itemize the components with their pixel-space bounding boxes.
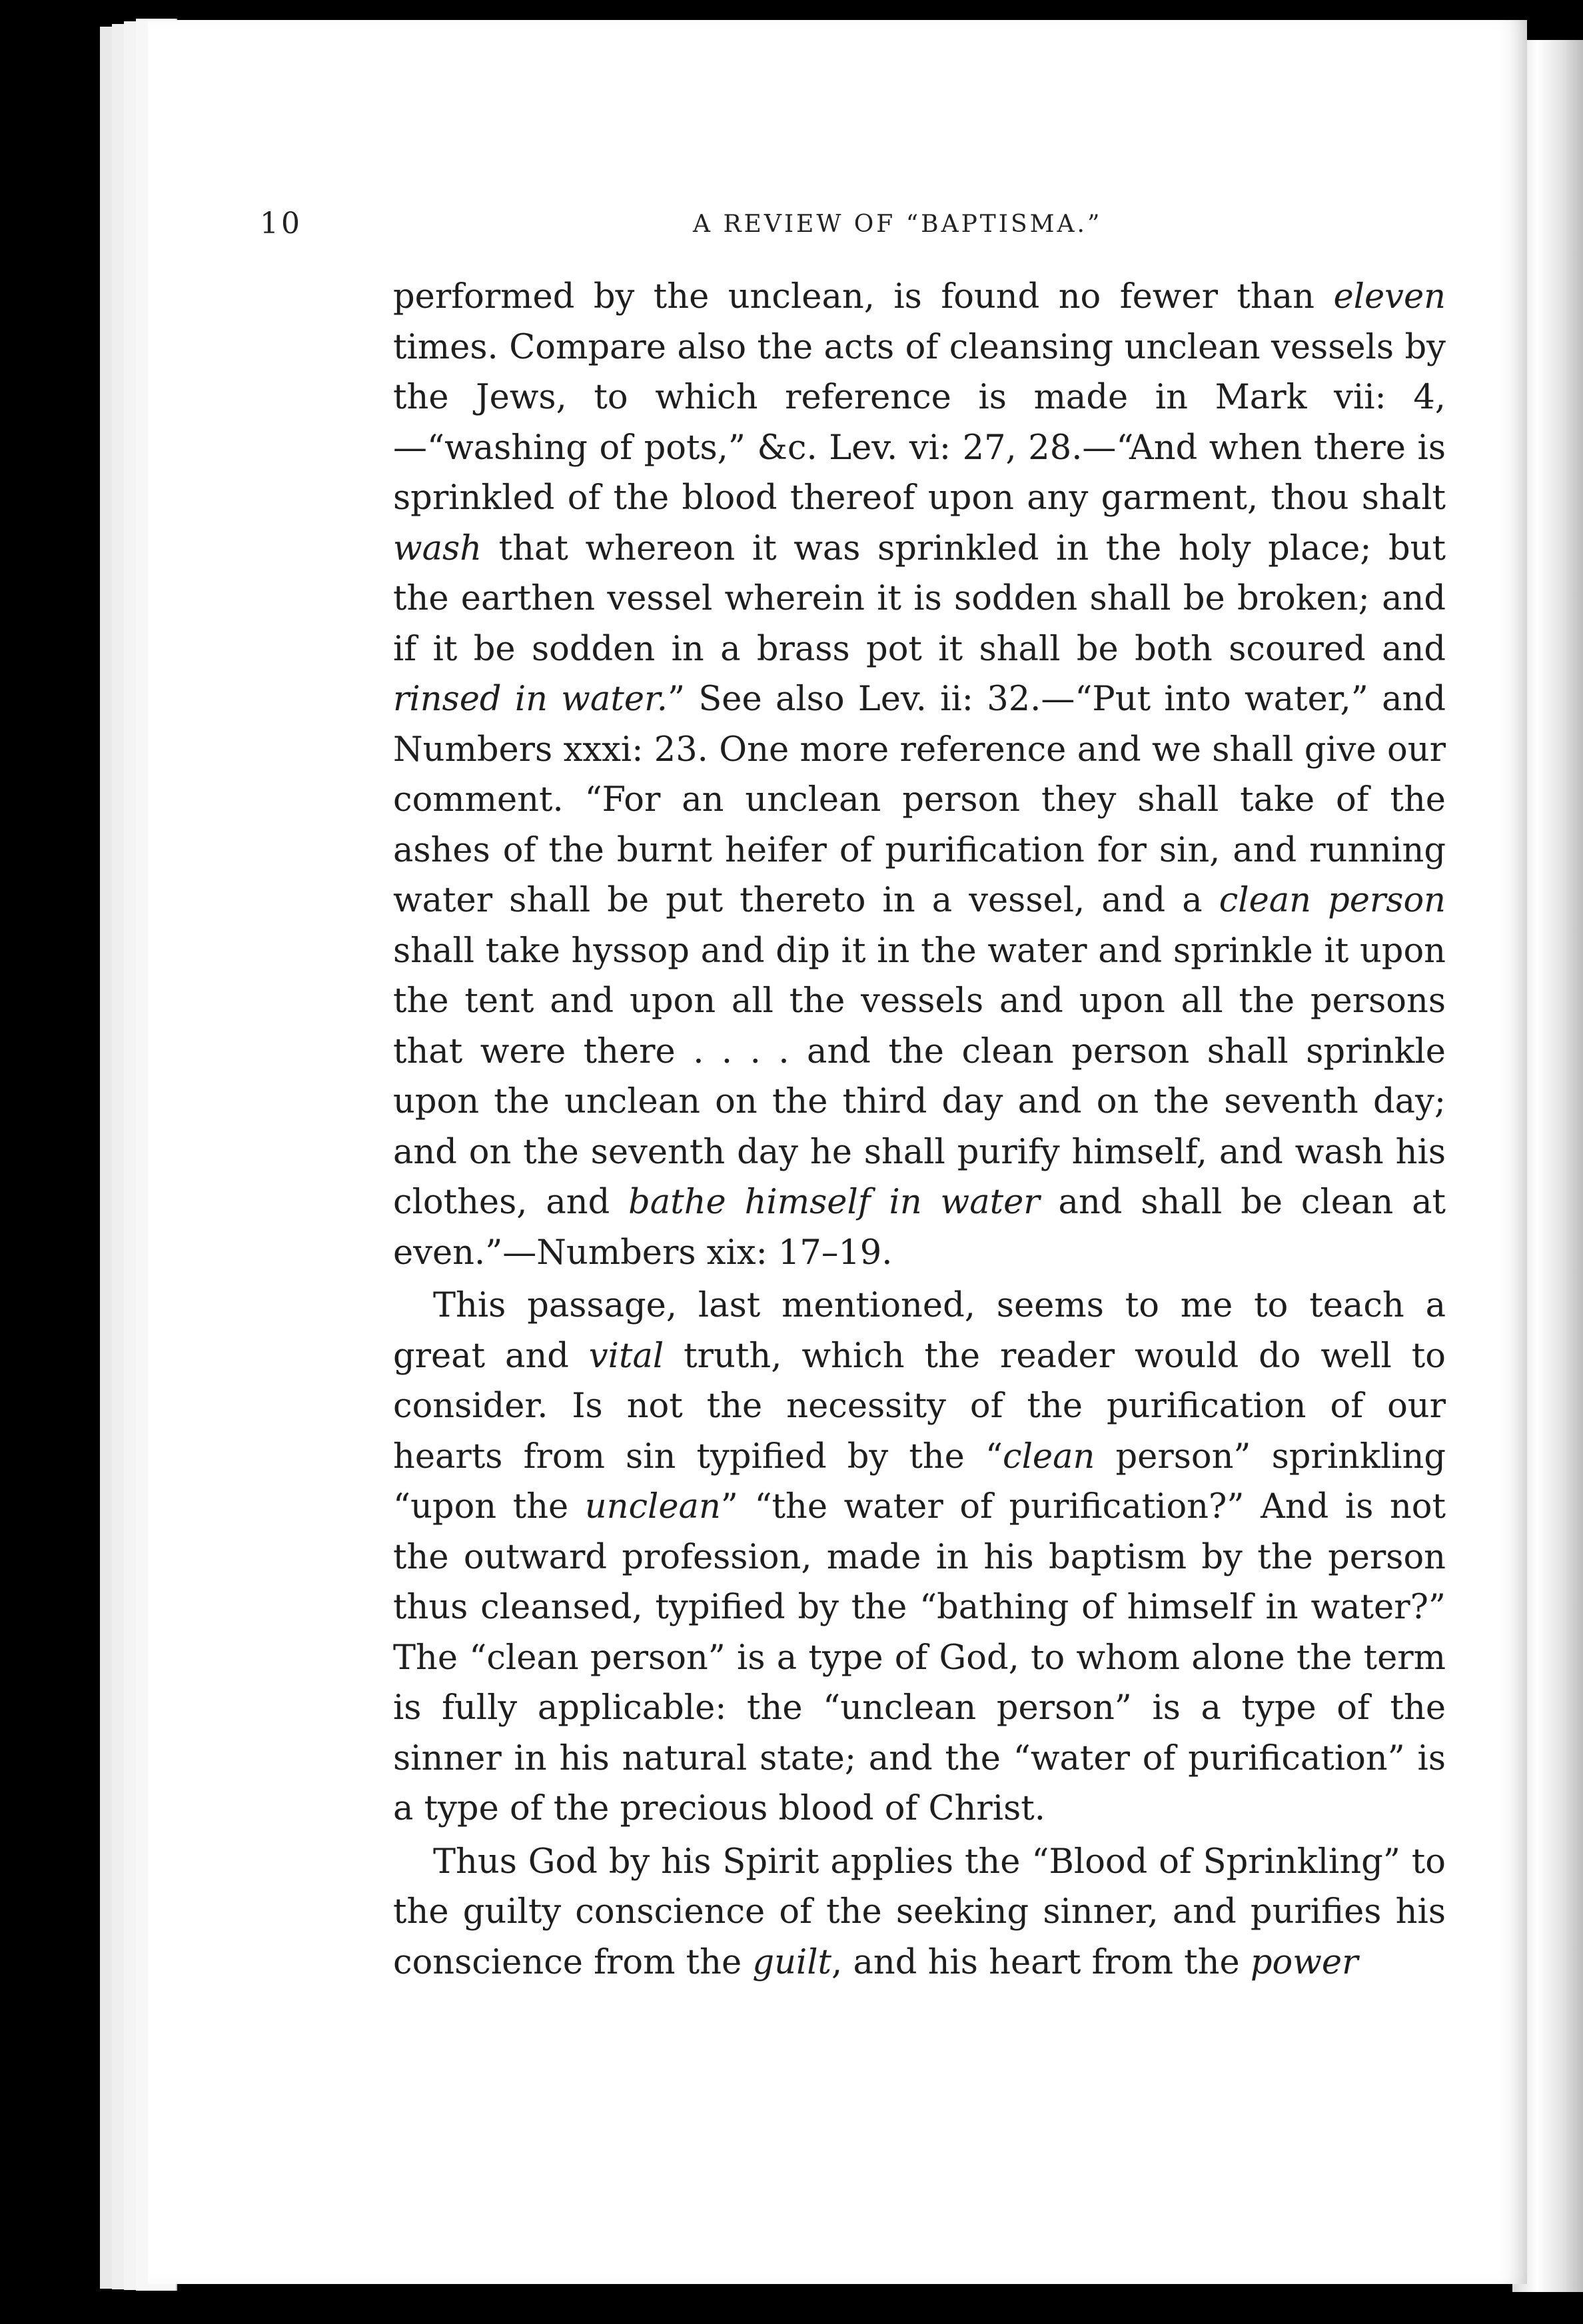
text-run: shall take hyssop and dip it in the water and sprinkle it upon the tent and upon all the vessels and upon all the persons that were there . . . . and the clean person shall sprinkle upon the unclean on the third day and on the seventh day; and on the seventh day he shall purify himself, and wash his clothes, and (393, 931, 1446, 1222)
text-run: times. Compare also the acts of cleansing unclean vessels by the Jews, to which reference is made in Mark vii: 4, —“washing of pots,” &c. Lev. vi: 27, 28.—“And when there is sprinkled of the blood thereof upon any garment, thou shalt (393, 327, 1446, 518)
text-run: truth, which the reader would do well to consider. Is not the necessity of the purification of our hearts from sin typified by the “ (393, 1336, 1446, 1476)
italic-text: rinsed in water. (393, 680, 668, 719)
running-title: A REVIEW OF “BAPTISMA.” (693, 211, 1103, 238)
text-run: ” “the water of purification?” And is not the outward profession, made in his baptism by the person thus cleansed, typified by the “bathing of himself in water?” The “clean person” is a type of God, to whom alone the term is fully applicable: the “unclean person” is a type of the sinner in his natural state; and the “water of purification” is a type of the precious blood of Christ. (393, 1487, 1446, 1828)
italic-text: power (1250, 1942, 1358, 1982)
paragraph (393, 1281, 1446, 1834)
body-text (393, 272, 1446, 1988)
text-run: Thus God by his Spirit applies the “Blood of Sprinkling” to the guilty conscience of the seeking sinner, and purifies his conscience from the (393, 1842, 1446, 1982)
text-run: that whereon it was sprinkled in the holy place; but the earthen vessel wherein it is sodden shall be broken; and if it be sodden in a brass pot it shall be both scoured and (393, 528, 1446, 669)
italic-text: guilt (752, 1942, 832, 1982)
text-run: person” sprinkling “upon the (393, 1437, 1446, 1526)
italic-text: eleven (1333, 277, 1446, 316)
text-run: , and his heart from the (831, 1942, 1251, 1982)
text-run: This passage, last mentioned, seems to me to teach a great and (393, 1286, 1446, 1376)
text-run: ” See also Lev. ii: 32.—“Put into water,” and Numbers xxxi: 23. One more reference and we shall give our comment. “For an unclean person they shall take of the ashes of the burnt heifer of purification for sin, and running water shall be put thereto in a vessel, and a (393, 680, 1446, 920)
text-run: and shall be clean at even.”—Numbers xix: 17–19. (393, 1183, 1446, 1273)
paragraph (393, 1837, 1446, 1988)
page-number: 10 (260, 207, 302, 241)
italic-text: clean (1003, 1437, 1095, 1476)
italic-text: unclean (584, 1487, 721, 1526)
italic-text: bathe himself in water (628, 1183, 1040, 1222)
paragraph (393, 272, 1446, 1278)
italic-text: vital (588, 1336, 664, 1376)
italic-text: wash (393, 528, 482, 568)
text-run: performed by the unclean, is found no fewer than (393, 277, 1334, 316)
italic-text: clean person (1219, 881, 1446, 920)
page-header (260, 207, 1446, 247)
